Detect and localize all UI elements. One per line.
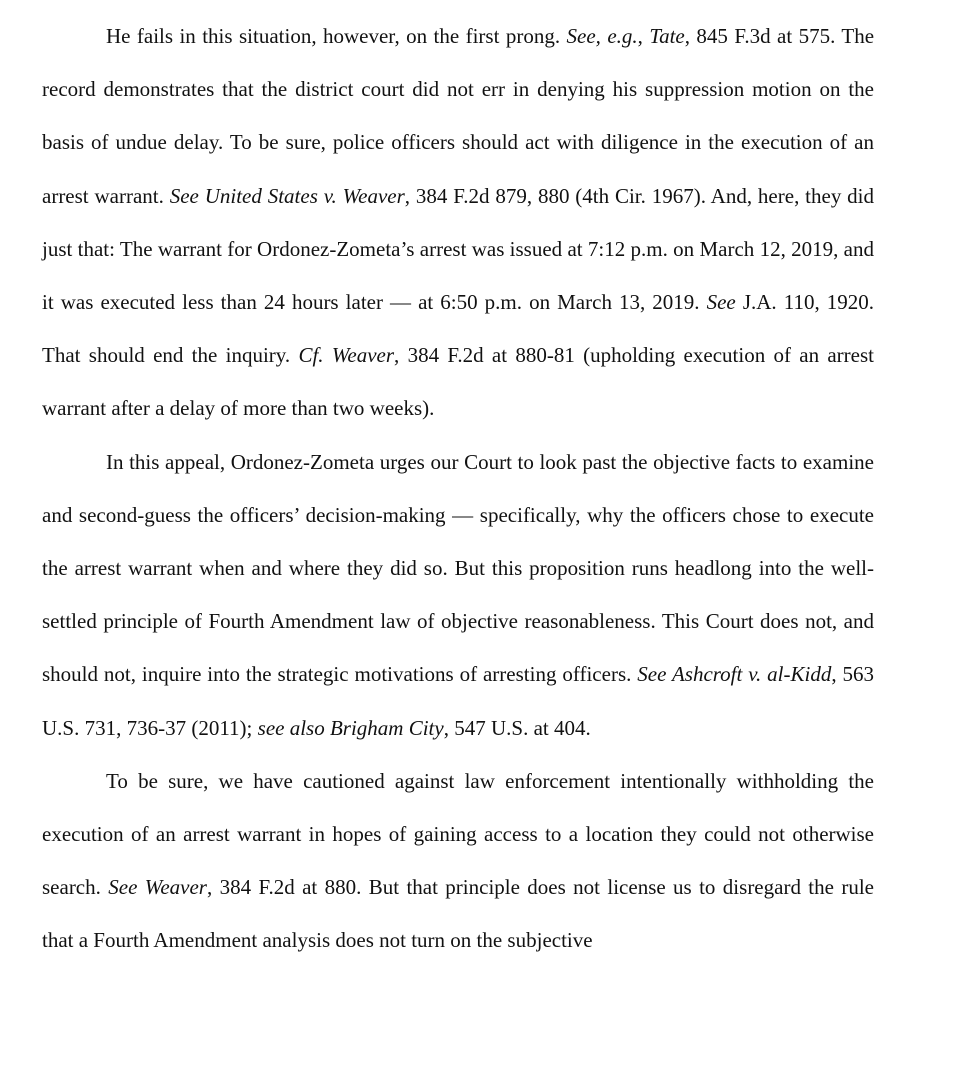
text-segment: He fails in this situation, however, on the first prong. bbox=[106, 24, 567, 48]
text-segment: , 547 U.S. at 404. bbox=[443, 715, 591, 740]
text-segment: To be sure, we have cautioned against law enforcement intentionally withholding the execution of an arrest warrant in hopes of gaining access to a location they could not otherwise search. bbox=[42, 768, 874, 900]
text-segment: , bbox=[637, 24, 650, 48]
case-name: Cf. Weaver bbox=[298, 343, 395, 368]
case-name: See Weaver bbox=[108, 875, 207, 900]
paragraph-appeal bbox=[42, 436, 874, 755]
text-segment: , 384 F.2d at 880-81 (upholding execution of an arrest warrant after a delay of more than two weeks). bbox=[42, 343, 874, 421]
citation-signal: See, e.g. bbox=[566, 24, 638, 48]
text-segment: J.A. 110, 1920. That should end the inquiry. bbox=[42, 290, 874, 368]
text-segment: , 845 F.3d at 575. The record demonstrates that the district court did not err in denying his suppression motion on the basis of undue delay. To be sure, police officers should act with diligence in the execution of an arrest warrant. bbox=[42, 24, 875, 208]
text-segment: , 384 F.2d at 880. But that principle does not license us to disregard the rule that a Fourth Amendment analysis does not turn on the subjective bbox=[42, 875, 874, 953]
citation-signal: See bbox=[706, 290, 736, 315]
case-name: See Ashcroft v. al-Kidd bbox=[637, 662, 832, 687]
paragraph-first-prong bbox=[42, 10, 874, 436]
case-name: Tate bbox=[649, 24, 685, 48]
case-name: see also Brigham City bbox=[257, 715, 444, 740]
text-segment: , 384 F.2d 879, 880 (4th Cir. 1967). And, here, they did just that: The warrant for Ordonez-Zometa’s arrest was issued at 7:12 p.m. on March 12, 2019, and it was executed less than 24 hours later — at 6:50 p.m. on March 13, 2019. bbox=[42, 183, 875, 315]
paragraph-caution bbox=[42, 755, 874, 968]
text-segment: In this appeal, Ordonez-Zometa urges our Court to look past the objective facts to examine and second-guess the officers’ decision-making — specifically, why the officers chose to execute the arrest warrant when and where they did so. But this proposition runs headlong into the well-settled principle of Fourth Amendment law of objective reasonableness. This Court does not, and should not, inquire into the strategic motivations of arresting officers. bbox=[42, 449, 874, 687]
case-name: See United States v. Weaver bbox=[169, 183, 405, 208]
text-segment: , 563 U.S. 731, 736-37 (2011); bbox=[42, 662, 875, 740]
document-page bbox=[42, 10, 874, 968]
